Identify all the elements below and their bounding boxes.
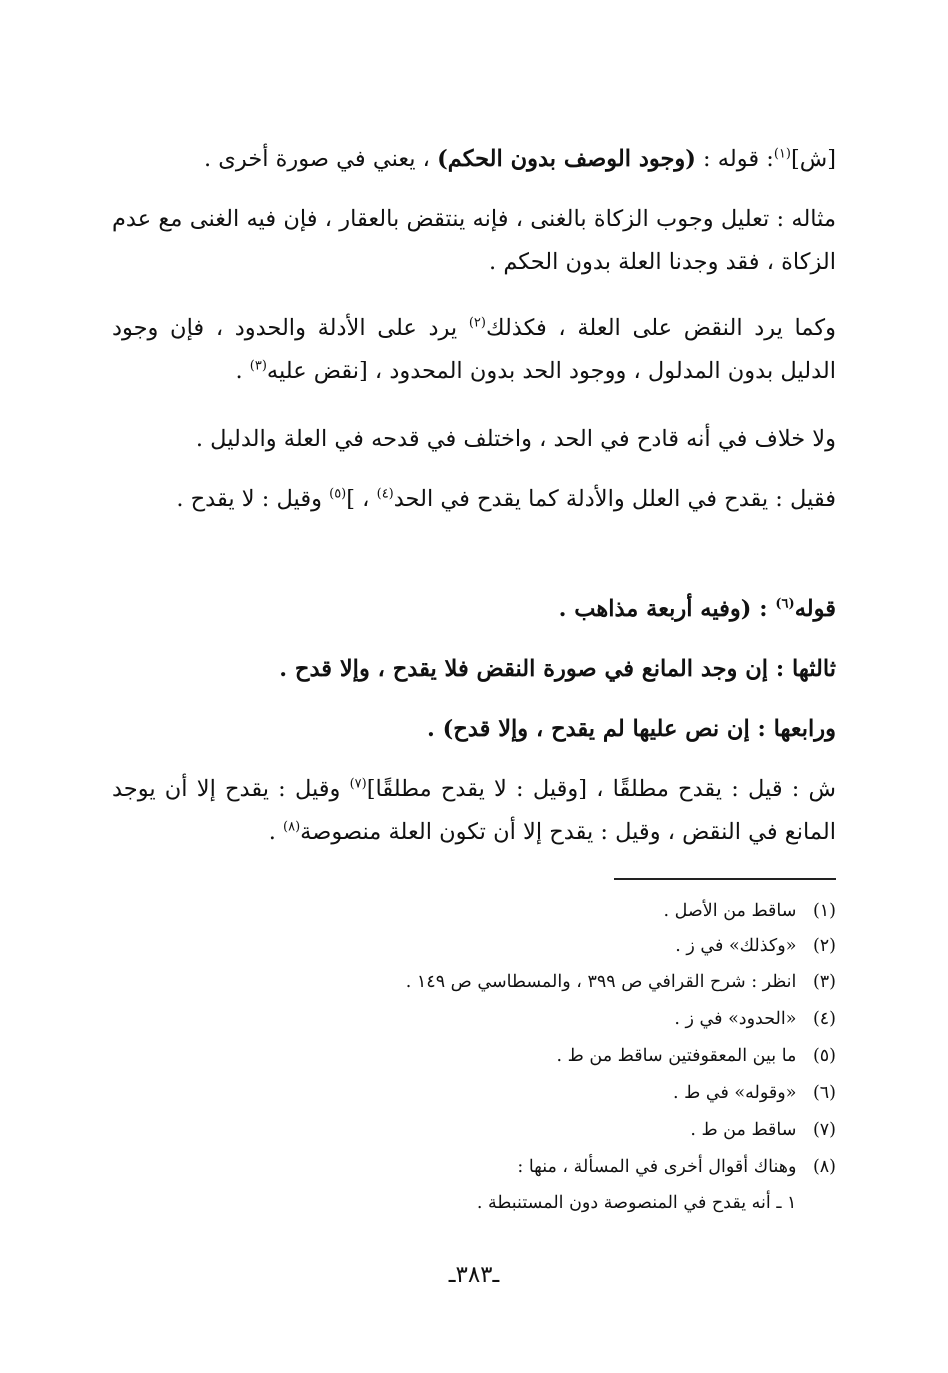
footnote-2 (112, 934, 836, 958)
footnote-text: «وكذلك» في ز . (675, 936, 797, 956)
footnote-6 (112, 1081, 836, 1105)
footnote-text: ١ ـ أنه يقدح في المنصوصة دون المستنبطة . (476, 1193, 797, 1213)
footnote-number: (٤) (812, 1009, 836, 1029)
footnote-ref-4[interactable]: (٤) (376, 486, 394, 502)
text-run: وقيل : يقدح إلا أن يوجد المانع في النقض ، وقيل : يقدح إلا أن تكون العلة منصوصة (112, 776, 836, 845)
footnote-ref-1[interactable]: (١) (773, 146, 791, 162)
footnote-number: (٢) (812, 936, 836, 956)
text-run: . (235, 358, 250, 384)
footnote-5 (112, 1044, 836, 1068)
paragraph-text: ولا خلاف في أنه قادح في الحد ، واختلف في قدحه في العلة والدليل . (195, 426, 836, 452)
paragraph-4 (112, 418, 836, 461)
paragraph-2 (112, 198, 836, 284)
page-number: ـ٣٨٣ـ (448, 1262, 500, 1288)
footnote-number: (٦) (812, 1083, 836, 1103)
footnote-text: انظر : شرح القرافي ص ٣٩٩ ، والمسطاسي ص ١٤٩ . (405, 972, 797, 992)
text-run: فقيل : يقدح في العلل والأدلة كما يقدح في الحد (393, 486, 836, 512)
footnote-text: «وقوله» في ط . (673, 1083, 797, 1103)
paragraph-3 (112, 307, 836, 393)
text-run: . (268, 819, 284, 845)
footnote-3 (112, 970, 836, 994)
footnote-4 (112, 1007, 836, 1031)
footnote-text: وهناك أقوال أخرى في المسألة ، منها : (517, 1157, 797, 1177)
text-run: قوله (794, 596, 836, 622)
paragraph-text: ورابعها : إن نص عليها لم يقدح ، وإلا قدح) . (426, 716, 836, 742)
footnote-number: (٧) (812, 1120, 836, 1140)
footnote-ref-2[interactable]: (٢) (468, 315, 486, 331)
paragraph-8 (112, 708, 836, 751)
footnote-number: (٨) (812, 1157, 836, 1177)
text-run: يرد على الأدلة والحدود ، فإن وجود الدليل بدون المدلول ، ووجود الحد بدون المحدود ، [نقض عليه (112, 315, 836, 384)
text-run: : (وفيه أربعة مذاهب . (558, 596, 776, 622)
footnote-ref-8[interactable]: (٨) (283, 819, 301, 835)
paragraph-text: ثالثها : إن وجد المانع في صورة النقض فلا يقدح ، وإلا قدح . (279, 656, 836, 682)
footnote-number: (٥) (812, 1046, 836, 1066)
footnote-8-continuation (112, 1191, 836, 1215)
paragraph-9 (112, 768, 836, 854)
footnote-text: ساقط من الأصل . (663, 901, 797, 921)
text-run: وقيل : لا يقدح . (176, 486, 330, 512)
footnote-ref-5[interactable]: (٥) (329, 486, 347, 502)
footnote-ref-6[interactable]: (٦) (775, 596, 795, 612)
footnote-separator (614, 878, 836, 880)
footnote-8 (112, 1155, 836, 1179)
footnote-1 (112, 899, 836, 923)
footnote-number: (١) (812, 901, 836, 921)
footnote-text: ساقط من ط . (690, 1120, 797, 1140)
footnote-ref-3[interactable]: (٣) (249, 358, 267, 374)
paragraph-5 (112, 478, 836, 521)
paragraph-1 (112, 138, 836, 181)
footnote-text: «الحدود» في ز . (674, 1009, 797, 1029)
paragraph-text: مثاله : تعليل وجوب الزكاة بالغنى ، فإنه ينتقض بالعقار ، فإن فيه الغنى مع عدم الزكاة ، فقد وجدنا العلة بدون الحكم . (112, 206, 836, 275)
text-run: ، ] (346, 486, 377, 512)
paragraph-6 (112, 588, 836, 631)
footnote-text: ما بين المعقوفتين ساقط من ط . (556, 1046, 797, 1066)
text-run: ، يعني في صورة أخرى . (204, 146, 438, 172)
quoted-text: (وجود الوصف بدون الحكم) (437, 146, 696, 172)
text-run: ش : قيل : يقدح مطلقًا ، [وقيل : لا يقدح مطلقًا] (366, 776, 836, 802)
text-run: وكما يرد النقض على العلة ، فكذلك (485, 315, 836, 341)
paragraph-7 (112, 648, 836, 691)
footnote-number: (٣) (812, 972, 836, 992)
text-run: : قوله : (695, 146, 774, 172)
footnote-ref-7[interactable]: (٧) (349, 776, 367, 792)
footnote-7 (112, 1118, 836, 1142)
bracket-shin: [ش] (790, 146, 836, 172)
